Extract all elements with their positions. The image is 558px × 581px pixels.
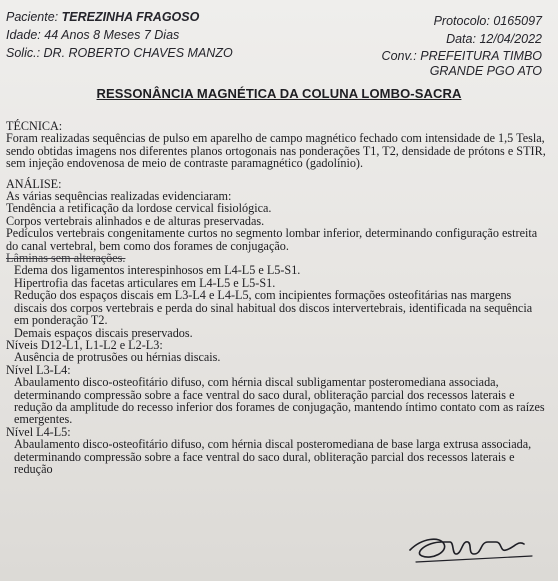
patient-label: Paciente: [6,10,59,24]
level-l3-l4-heading: Nível L3-L4: [6,362,71,377]
finding-vertebral-bodies: Corpos vertebrais alinhados e de alturas preservadas. [6,213,265,228]
level-l4-l5-heading: Nível L4-L5: [6,424,71,439]
date-label: Data: [446,32,476,46]
agreement-row-2 [430,64,542,78]
technique-text: Foram realizadas sequências de pulso em aparelho de campo magnético fechado com intensidade de 1,5 Tesla, sendo obtidas imagens nos diferentes planos ortogonais nas ponderações T1, T2, densidade de prótons e STIR, sem injeção endovenosa de meio de contraste paramagnético (gadolínio). [6,131,546,171]
technique-heading: TÉCNICA: [6,119,63,133]
finding-pedicles: Pedículos vertebrais congenitamente curtos no segmento lombar inferior, determinando configuração estreita do canal vertebral, bem como dos forames de conjugação. [6,226,538,253]
patient-row [6,10,199,24]
agreement-value-1: PREFEITURA TIMBO [420,49,542,63]
age-label: Idade: [6,28,41,42]
requester-label: Solic.: [6,46,41,60]
finding-facet-hypertrophy: Hipertrofia das facetas articulares em L4-L5 e L5-S1. [14,275,276,290]
requester-name: DR. ROBERTO CHAVES MANZO [43,46,233,60]
finding-disc-space-reduction: Redução dos espaços discais em L3-L4 e L4-L5, com incipientes formações osteofitárias nas margens discais dos corpos vertebrais e perda do sinal habitual dos discos intervertebrais, identificada na sequência em ponderação T2. [14,288,533,328]
finding-no-herniation: Ausência de protrusões ou hérnias discais. [14,350,221,365]
analysis-heading: ANÁLISE: [6,176,62,191]
date-value: 12/04/2022 [479,32,542,46]
analysis-section [6,178,546,476]
handwritten-signature [392,520,542,575]
protocol-label: Protocolo: [433,14,490,28]
date-row [446,32,542,46]
report-body [6,120,546,475]
patient-name: TEREZINHA FRAGOSO [61,10,200,24]
agreement-value-2: GRANDE PGO ATO [429,64,542,78]
report-title: RESSONÂNCIA MAGNÉTICA DA COLUNA LOMBO-SACRA [96,86,462,101]
age-value: 44 Anos 8 Meses 7 Dias [44,28,180,42]
agreement-label: Conv.: [381,49,417,63]
finding-lordosis: Tendência a retificação da lordose cervical fisiológica. [6,201,272,216]
protocol-value: 0165097 [493,14,542,28]
age-row [6,28,179,42]
finding-l3-l4: Abaulamento disco-osteofitário difuso, com hérnia discal subligamentar posteromediana associada, determinando compressão sobre a face ventral do saco dural, obliteração parcial dos recessos laterais e redução da amplitude do recesso inferior dos forames de conjugação, mantendo íntimo contato com as raízes emergentes. [14,375,545,427]
finding-ligament-edema: Edema dos ligamentos interespinhosos em L4-L5 e L5-S1. [14,263,301,278]
finding-laminae: Lâminas sem alterações. [6,251,126,266]
agreement-row [382,49,542,63]
finding-l4-l5: Abaulamento disco-osteofitário difuso, com hérnia discal posteromediana de base larga extrusa associada, determinando compressão sobre a face ventral do saco dural, obliteração parcial dos recessos laterais e redução [14,437,532,476]
protocol-row [434,14,542,28]
analysis-intro: As várias sequências realizadas evidenciaram: [6,189,232,204]
technique-section [6,120,546,170]
requester-row [6,46,233,60]
finding-other-discs: Demais espaços discais preservados. [14,325,193,340]
level-d12-l3-heading: Níveis D12-L1, L1-L2 e L2-L3: [6,337,163,352]
